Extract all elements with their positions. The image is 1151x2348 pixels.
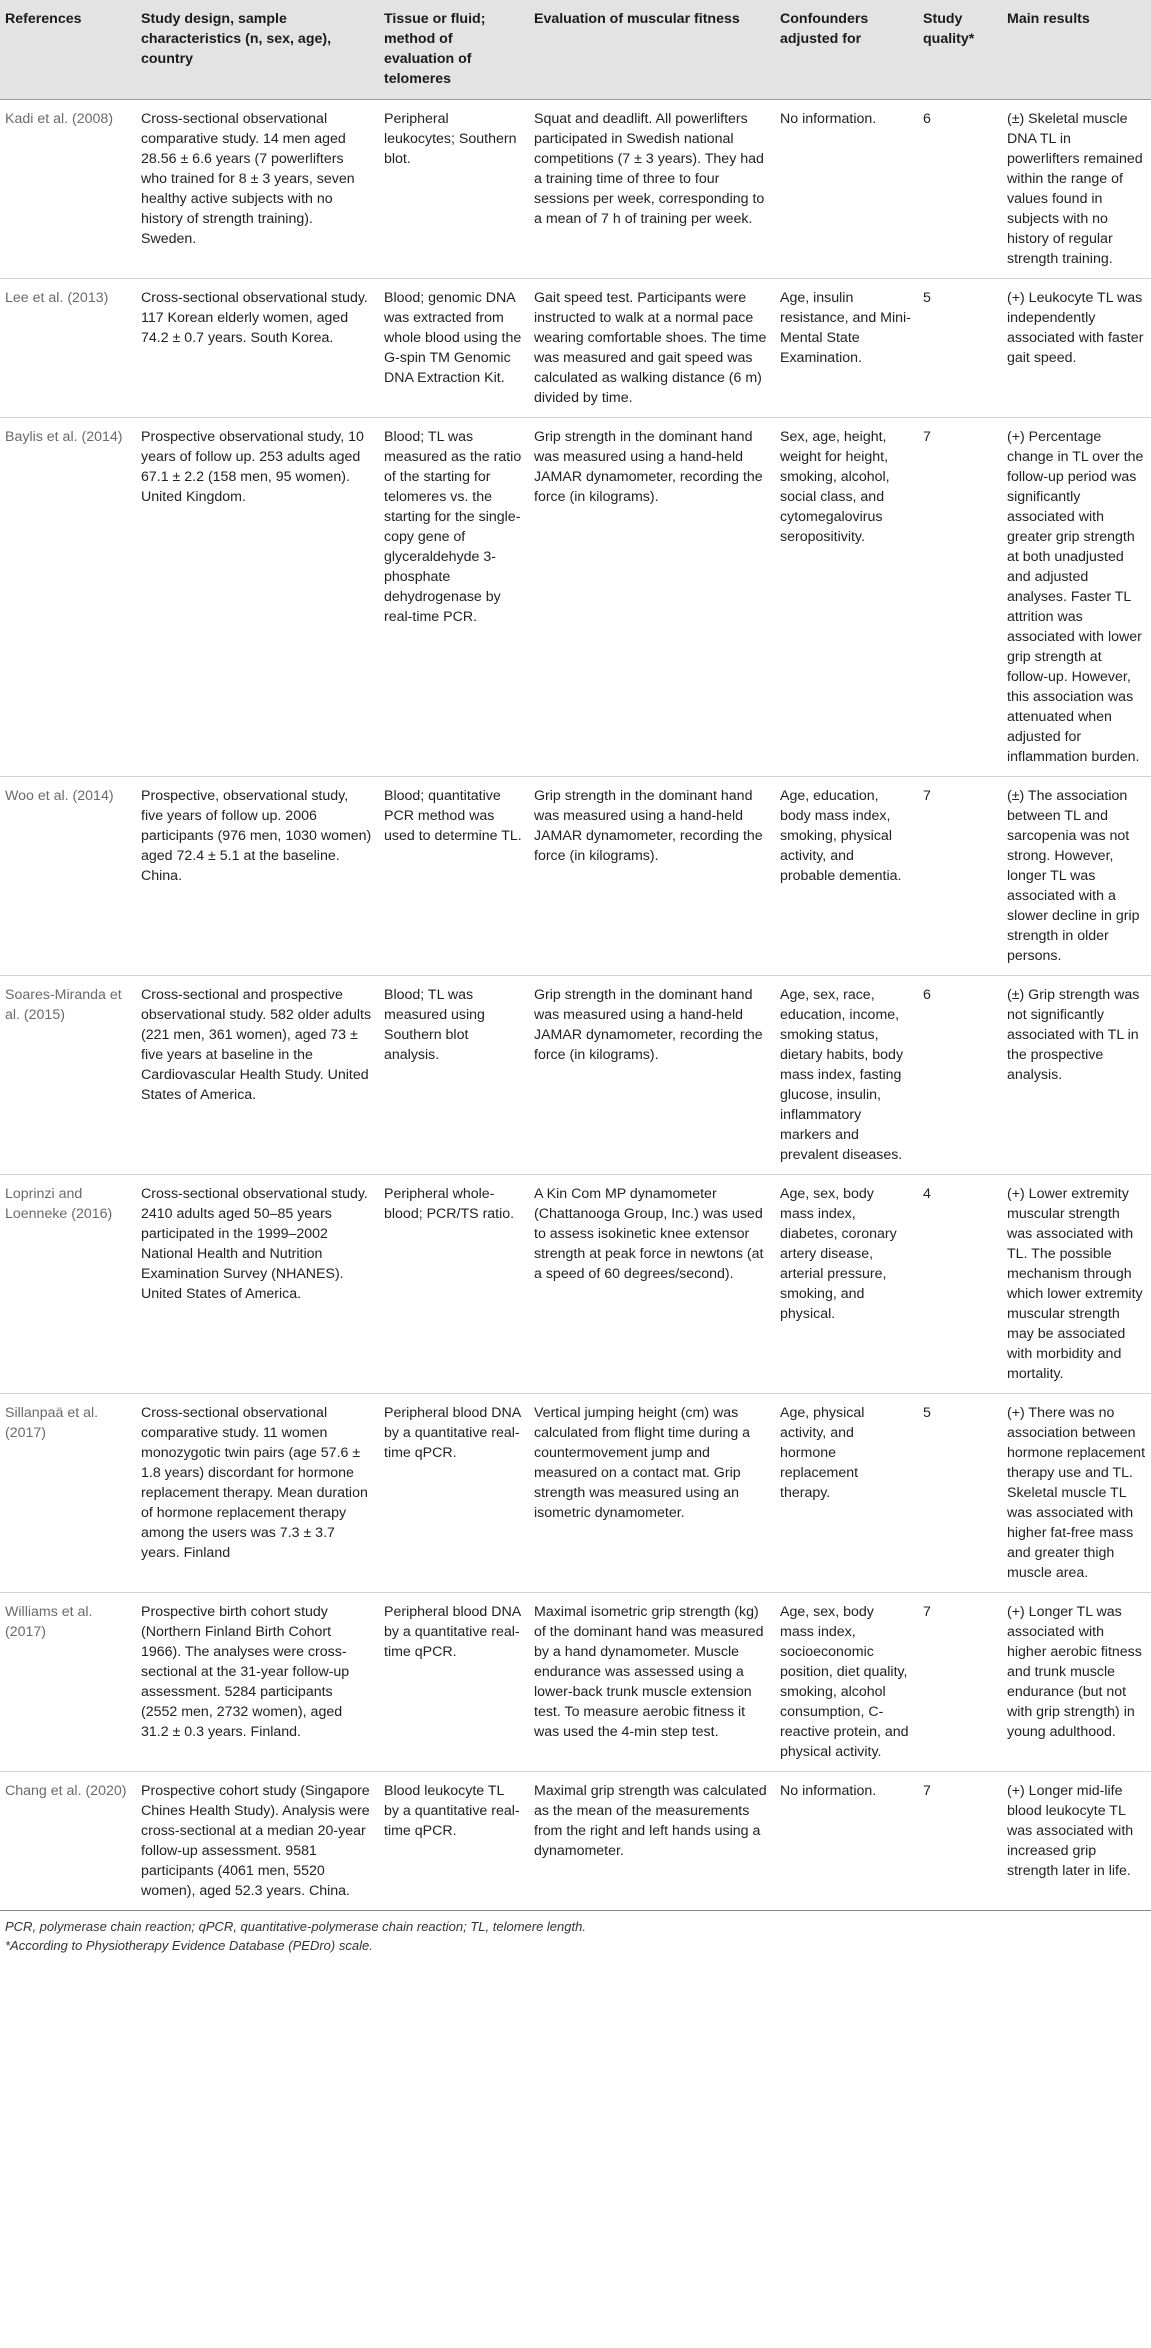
cell-design: Cross-sectional observational study. 2410 adults aged 50–85 years participated in the 1999–2002 National Health and Nutrition Examination Survey (NHANES). United States of America. (135, 1175, 378, 1394)
cell-quality: 5 (917, 279, 1001, 418)
table-row (0, 777, 1151, 976)
cell-quality: 6 (917, 976, 1001, 1175)
cell-reference: Soares-Miranda et al. (2015) (0, 976, 135, 1175)
cell-results: (+) Longer mid-life blood leukocyte TL was associated with increased grip strength later in life. (1001, 1772, 1151, 1911)
cell-fitness: Vertical jumping height (cm) was calculated from flight time during a countermovement jump and measured on a contact mat. Grip strength was measured using an isometric dynamometer. (528, 1394, 774, 1593)
cell-reference: Woo et al. (2014) (0, 777, 135, 976)
cell-fitness: Gait speed test. Participants were instructed to walk at a normal pace wearing comfortable shoes. The time was measured and gait speed was calculated as walking distance (6 m) divided by time. (528, 279, 774, 418)
cell-reference: Lee et al. (2013) (0, 279, 135, 418)
table-header (0, 0, 1151, 100)
table-row (0, 100, 1151, 279)
cell-confounders: Age, sex, body mass index, socioeconomic position, diet quality, smoking, alcohol consumption, C-reactive protein, and physical activity. (774, 1593, 917, 1772)
cell-confounders: Age, insulin resistance, and Mini-Mental State Examination. (774, 279, 917, 418)
cell-confounders: Age, sex, race, education, income, smoking status, dietary habits, body mass index, fasting glucose, insulin, inflammatory markers and prevalent diseases. (774, 976, 917, 1175)
footnote-scale: *According to Physiotherapy Evidence Database (PEDro) scale. (5, 1938, 373, 1953)
cell-tissue: Blood; genomic DNA was extracted from whole blood using the G-spin TM Genomic DNA Extraction Kit. (378, 279, 528, 418)
header-references: References (0, 0, 135, 100)
cell-confounders: Age, education, body mass index, smoking, physical activity, and probable dementia. (774, 777, 917, 976)
cell-confounders: No information. (774, 100, 917, 279)
cell-reference: Loprinzi and Loenneke (2016) (0, 1175, 135, 1394)
cell-reference: Kadi et al. (2008) (0, 100, 135, 279)
cell-fitness: Grip strength in the dominant hand was measured using a hand-held JAMAR dynamometer, recording the force (in kilograms). (528, 418, 774, 777)
cell-quality: 7 (917, 418, 1001, 777)
table-row (0, 418, 1151, 777)
table-row (0, 976, 1151, 1175)
cell-tissue: Blood; TL was measured using Southern blot analysis. (378, 976, 528, 1175)
header-study-design: Study design, sample characteristics (n, sex, age), country (135, 0, 378, 100)
cell-fitness: Grip strength in the dominant hand was measured using a hand-held JAMAR dynamometer, recording the force (in kilograms). (528, 976, 774, 1175)
header-row (0, 0, 1151, 100)
table-row (0, 1772, 1151, 1911)
footnote-abbreviations: PCR, polymerase chain reaction; qPCR, quantitative-polymerase chain reaction; TL, telomere length. (5, 1919, 586, 1934)
cell-confounders: Age, physical activity, and hormone replacement therapy. (774, 1394, 917, 1593)
cell-fitness: Maximal grip strength was calculated as the mean of the measurements from the right and left hands using a dynamometer. (528, 1772, 774, 1911)
header-tissue: Tissue or fluid; method of evaluation of telomeres (378, 0, 528, 100)
cell-confounders: No information. (774, 1772, 917, 1911)
table-row (0, 279, 1151, 418)
cell-fitness: Squat and deadlift. All powerlifters participated in Swedish national competitions (7 ± 3 years). They had a training time of three to four sessions per week, corresponding to a mean of 7 h of training per week. (528, 100, 774, 279)
cell-reference: Sillanpaä et al. (2017) (0, 1394, 135, 1593)
cell-results: (+) There was no association between hormone replacement therapy use and TL. Skeletal muscle TL was associated with higher fat-free mass and greater thigh muscle area. (1001, 1394, 1151, 1593)
cell-tissue: Peripheral blood DNA by a quantitative real-time qPCR. (378, 1593, 528, 1772)
table-row (0, 1394, 1151, 1593)
cell-design: Prospective observational study, 10 years of follow up. 253 adults aged 67.1 ± 2.2 (158 men, 95 women). United Kingdom. (135, 418, 378, 777)
cell-tissue: Peripheral whole-blood; PCR/TS ratio. (378, 1175, 528, 1394)
cell-tissue: Blood leukocyte TL by a quantitative real-time qPCR. (378, 1772, 528, 1911)
cell-quality: 5 (917, 1394, 1001, 1593)
cell-quality: 6 (917, 100, 1001, 279)
cell-design: Prospective birth cohort study (Northern Finland Birth Cohort 1966). The analyses were cross-sectional at the 31-year follow-up assessment. 5284 participants (2552 men, 2732 women), aged 31.2 ± 0.3 years. Finland. (135, 1593, 378, 1772)
cell-quality: 7 (917, 1593, 1001, 1772)
cell-tissue: Blood; TL was measured as the ratio of the starting for telomeres vs. the starting for the single-copy gene of glyceraldehyde 3-phosphate dehydrogenase by real-time PCR. (378, 418, 528, 777)
cell-tissue: Peripheral leukocytes; Southern blot. (378, 100, 528, 279)
cell-fitness: A Kin Com MP dynamometer (Chattanooga Group, Inc.) was used to assess isokinetic knee extensor strength at peak force in newtons (at a speed of 60 degrees/second). (528, 1175, 774, 1394)
header-main-results: Main results (1001, 0, 1151, 100)
cell-confounders: Sex, age, height, weight for height, smoking, alcohol, social class, and cytomegalovirus seropositivity. (774, 418, 917, 777)
cell-quality: 4 (917, 1175, 1001, 1394)
cell-results: (+) Leukocyte TL was independently associated with faster gait speed. (1001, 279, 1151, 418)
cell-results: (+) Percentage change in TL over the follow-up period was significantly associated with greater grip strength at both unadjusted and adjusted analyses. Faster TL attrition was associated with lower grip strength at follow-up. However, this association was attenuated when adjusted for inflammation burden. (1001, 418, 1151, 777)
cell-design: Cross-sectional and prospective observational study. 582 older adults (221 men, 361 women), aged 73 ± five years at baseline in the Cardiovascular Health Study. United States of America. (135, 976, 378, 1175)
cell-design: Prospective, observational study, five years of follow up. 2006 participants (976 men, 1030 women) aged 72.4 ± 5.1 at the baseline. China. (135, 777, 378, 976)
cell-results: (±) Skeletal muscle DNA TL in powerlifters remained within the range of values found in subjects with no history of regular strength training. (1001, 100, 1151, 279)
cell-design: Prospective cohort study (Singapore Chines Health Study). Analysis were cross-sectional at a median 20-year follow-up assessment. 9581 participants (4061 men, 5520 women), aged 52.3 years. China. (135, 1772, 378, 1911)
cell-tissue: Blood; quantitative PCR method was used to determine TL. (378, 777, 528, 976)
cell-fitness: Maximal isometric grip strength (kg) of the dominant hand was measured by a hand dynamometer. Muscle endurance was assessed using a lower-back trunk muscle extension test. To measure aerobic fitness it was used the 4-min step test. (528, 1593, 774, 1772)
cell-reference: Chang et al. (2020) (0, 1772, 135, 1911)
cell-confounders: Age, sex, body mass index, diabetes, coronary artery disease, arterial pressure, smoking, and physical. (774, 1175, 917, 1394)
table-row (0, 1175, 1151, 1394)
table-row (0, 1593, 1151, 1772)
cell-results: (+) Lower extremity muscular strength was associated with TL. The possible mechanism through which lower extremity muscular strength may be associated with morbidity and mortality. (1001, 1175, 1151, 1394)
cell-tissue: Peripheral blood DNA by a quantitative real-time qPCR. (378, 1394, 528, 1593)
cell-design: Cross-sectional observational comparative study. 14 men aged 28.56 ± 6.6 years (7 powerlifters who trained for 8 ± 3 years, seven healthy active subjects with no history of strength training). Sweden. (135, 100, 378, 279)
cell-design: Cross-sectional observational comparative study. 11 women monozygotic twin pairs (age 57.6 ± 1.8 years) discordant for hormone replacement therapy. Mean duration of hormone replacement therapy among the users was 7.3 ± 3.7 years. Finland (135, 1394, 378, 1593)
cell-results: (+) Longer TL was associated with higher aerobic fitness and trunk muscle endurance (but not with grip strength) in young adulthood. (1001, 1593, 1151, 1772)
table-footnotes (0, 1911, 1151, 1961)
table-body (0, 100, 1151, 1911)
header-confounders: Confounders adjusted for (774, 0, 917, 100)
cell-quality: 7 (917, 1772, 1001, 1911)
cell-reference: Baylis et al. (2014) (0, 418, 135, 777)
cell-results: (±) The association between TL and sarcopenia was not strong. However, longer TL was associated with a slower decline in grip strength in older persons. (1001, 777, 1151, 976)
cell-fitness: Grip strength in the dominant hand was measured using a hand-held JAMAR dynamometer, recording the force (in kilograms). (528, 777, 774, 976)
cell-design: Cross-sectional observational study. 117 Korean elderly women, aged 74.2 ± 0.7 years. South Korea. (135, 279, 378, 418)
cell-quality: 7 (917, 777, 1001, 976)
cell-results: (±) Grip strength was not significantly associated with TL in the prospective analysis. (1001, 976, 1151, 1175)
cell-reference: Williams et al. (2017) (0, 1593, 135, 1772)
header-muscular-fitness: Evaluation of muscular fitness (528, 0, 774, 100)
header-study-quality: Study quality* (917, 0, 1001, 100)
